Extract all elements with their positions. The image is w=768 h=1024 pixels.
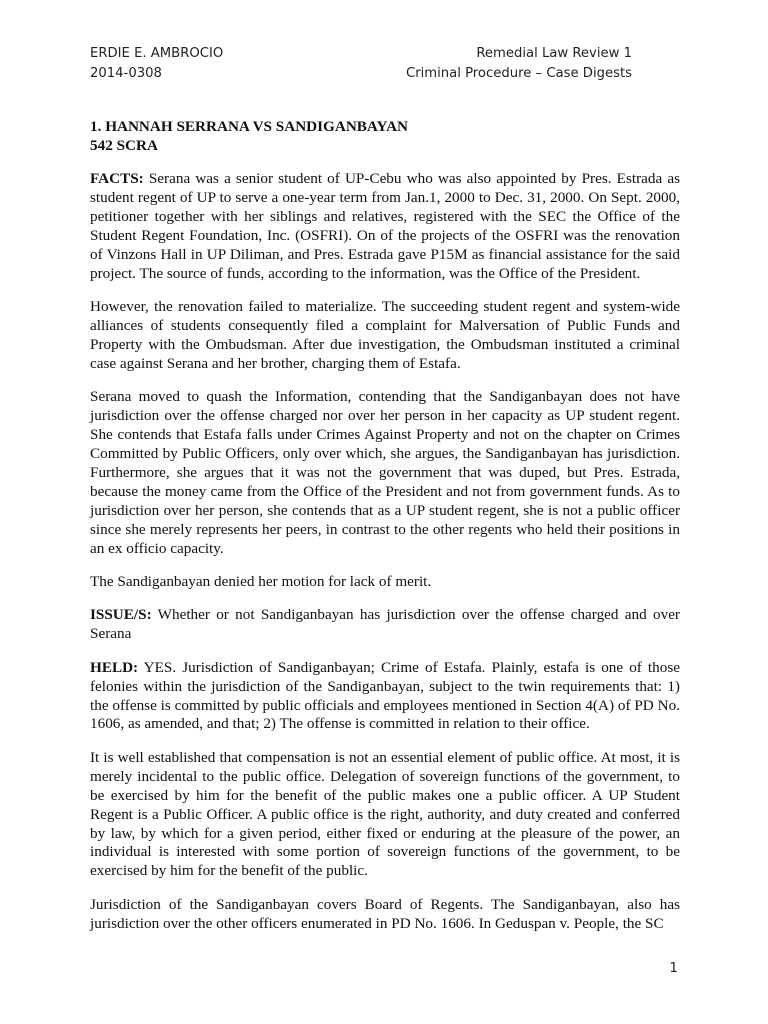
public-office-paragraph: It is well established that compensation is not an essential element of public office. At most, it is merely incidental to the public office. Delegation of sovereign functions of the government, to be exercised by him for the benefit of the public makes one a public officer. A UP Student Regent is a Public Officer. A public office is the right, authority, and duty created and conferred by law, by which for a given period, either fixed or enduring at the pleasure of the power, an individual is interested with some portion of sovereign functions of the government, to be exercised by him for the benefit of the public. (90, 748, 680, 880)
page-number: 1 (669, 960, 678, 976)
document-body (90, 118, 680, 948)
student-id: 2014-0308 (90, 66, 162, 81)
issue-label: ISSUE/S: (90, 606, 152, 624)
renovation-paragraph: However, the renovation failed to materialize. The succeeding student regent and system-wide alliances of students consequently filed a complaint for Malversation of Public Funds and Property with the Ombudsman. After due investigation, the Ombudsman instituted a criminal case against Serana and her brother, charging them of Estafa. (90, 298, 680, 372)
facts-paragraph (90, 170, 680, 283)
subject-name: Criminal Procedure – Case Digests (405, 66, 632, 81)
course-name: Remedial Law Review 1 (476, 46, 632, 61)
author-name: ERDIE E. AMBROCIO (90, 46, 224, 61)
header-row-2 (90, 64, 632, 84)
issue-text: Whether or not Sandiganbayan has jurisdiction over the offense charged and over Serana (90, 606, 680, 643)
held-text: YES. Jurisdiction of Sandiganbayan; Crime of Estafa. Plainly, estafa is one of those felonies within the jurisdiction of the Sandiganbayan, subject to the twin requirements that: 1) the offense is committed by public officials and employees mentioned in Section 4(A) of PD No. 1606, as amended, and that; 2) The offense is committed in relation to their office. (90, 658, 680, 733)
jurisdiction-paragraph: Jurisdiction of the Sandiganbayan covers Board of Regents. The Sandiganbayan, also has jurisdiction over the other officers enumerated in PD No. 1606. In Geduspan v. People, the SC (90, 895, 680, 932)
case-title: 1. HANNAH SERRANA VS SANDIGANBAYAN (90, 118, 409, 135)
case-citation: 542 SCRA (90, 136, 158, 154)
motion-to-quash-paragraph: Serana moved to quash the Information, contending that the Sandiganbayan does not have jurisdiction over the offense charged nor over her person in her capacity as UP student regent. She contends that Estafa falls under Crimes Against Property and not on the chapter on Crimes Committed by Public Officers, only over which, she argues, the Sandiganbayan has jurisdiction. Furthermore, she argues that it was not the government that was duped, but Pres. Estrada, because the money came from the Office of the President and not from government funds. As to jurisdiction over her person, she contends that as a UP student regent, she is not a public officer since she merely represents her peers, in contrast to the other regents who held their positions in an ex officio capacity. (90, 388, 680, 557)
held-paragraph (90, 659, 680, 735)
facts-label: FACTS: (90, 170, 144, 188)
held-label: HELD: (90, 658, 139, 676)
denial-paragraph: The Sandiganbayan denied her motion for lack of merit. (90, 573, 432, 591)
header-row-1 (90, 44, 632, 64)
issue-paragraph (90, 606, 680, 644)
facts-text: Serana was a senior student of UP-Cebu who was also appointed by Pres. Estrada as student regent of UP to serve a one-year term from Jan.1, 2000 to Dec. 31, 2000. On Sept. 2000, petitioner together with her siblings and relatives, registered with the SEC the Office of the Student Regent Foundation, Inc. (OSFRI). On of the projects of the OSFRI was the renovation of Vinzons Hall in UP Diliman, and Pres. Estrada gave P15M as financial assistance for the said project. The source of funds, according to the information, was the Office of the President. (90, 170, 680, 282)
page-header (90, 44, 632, 84)
